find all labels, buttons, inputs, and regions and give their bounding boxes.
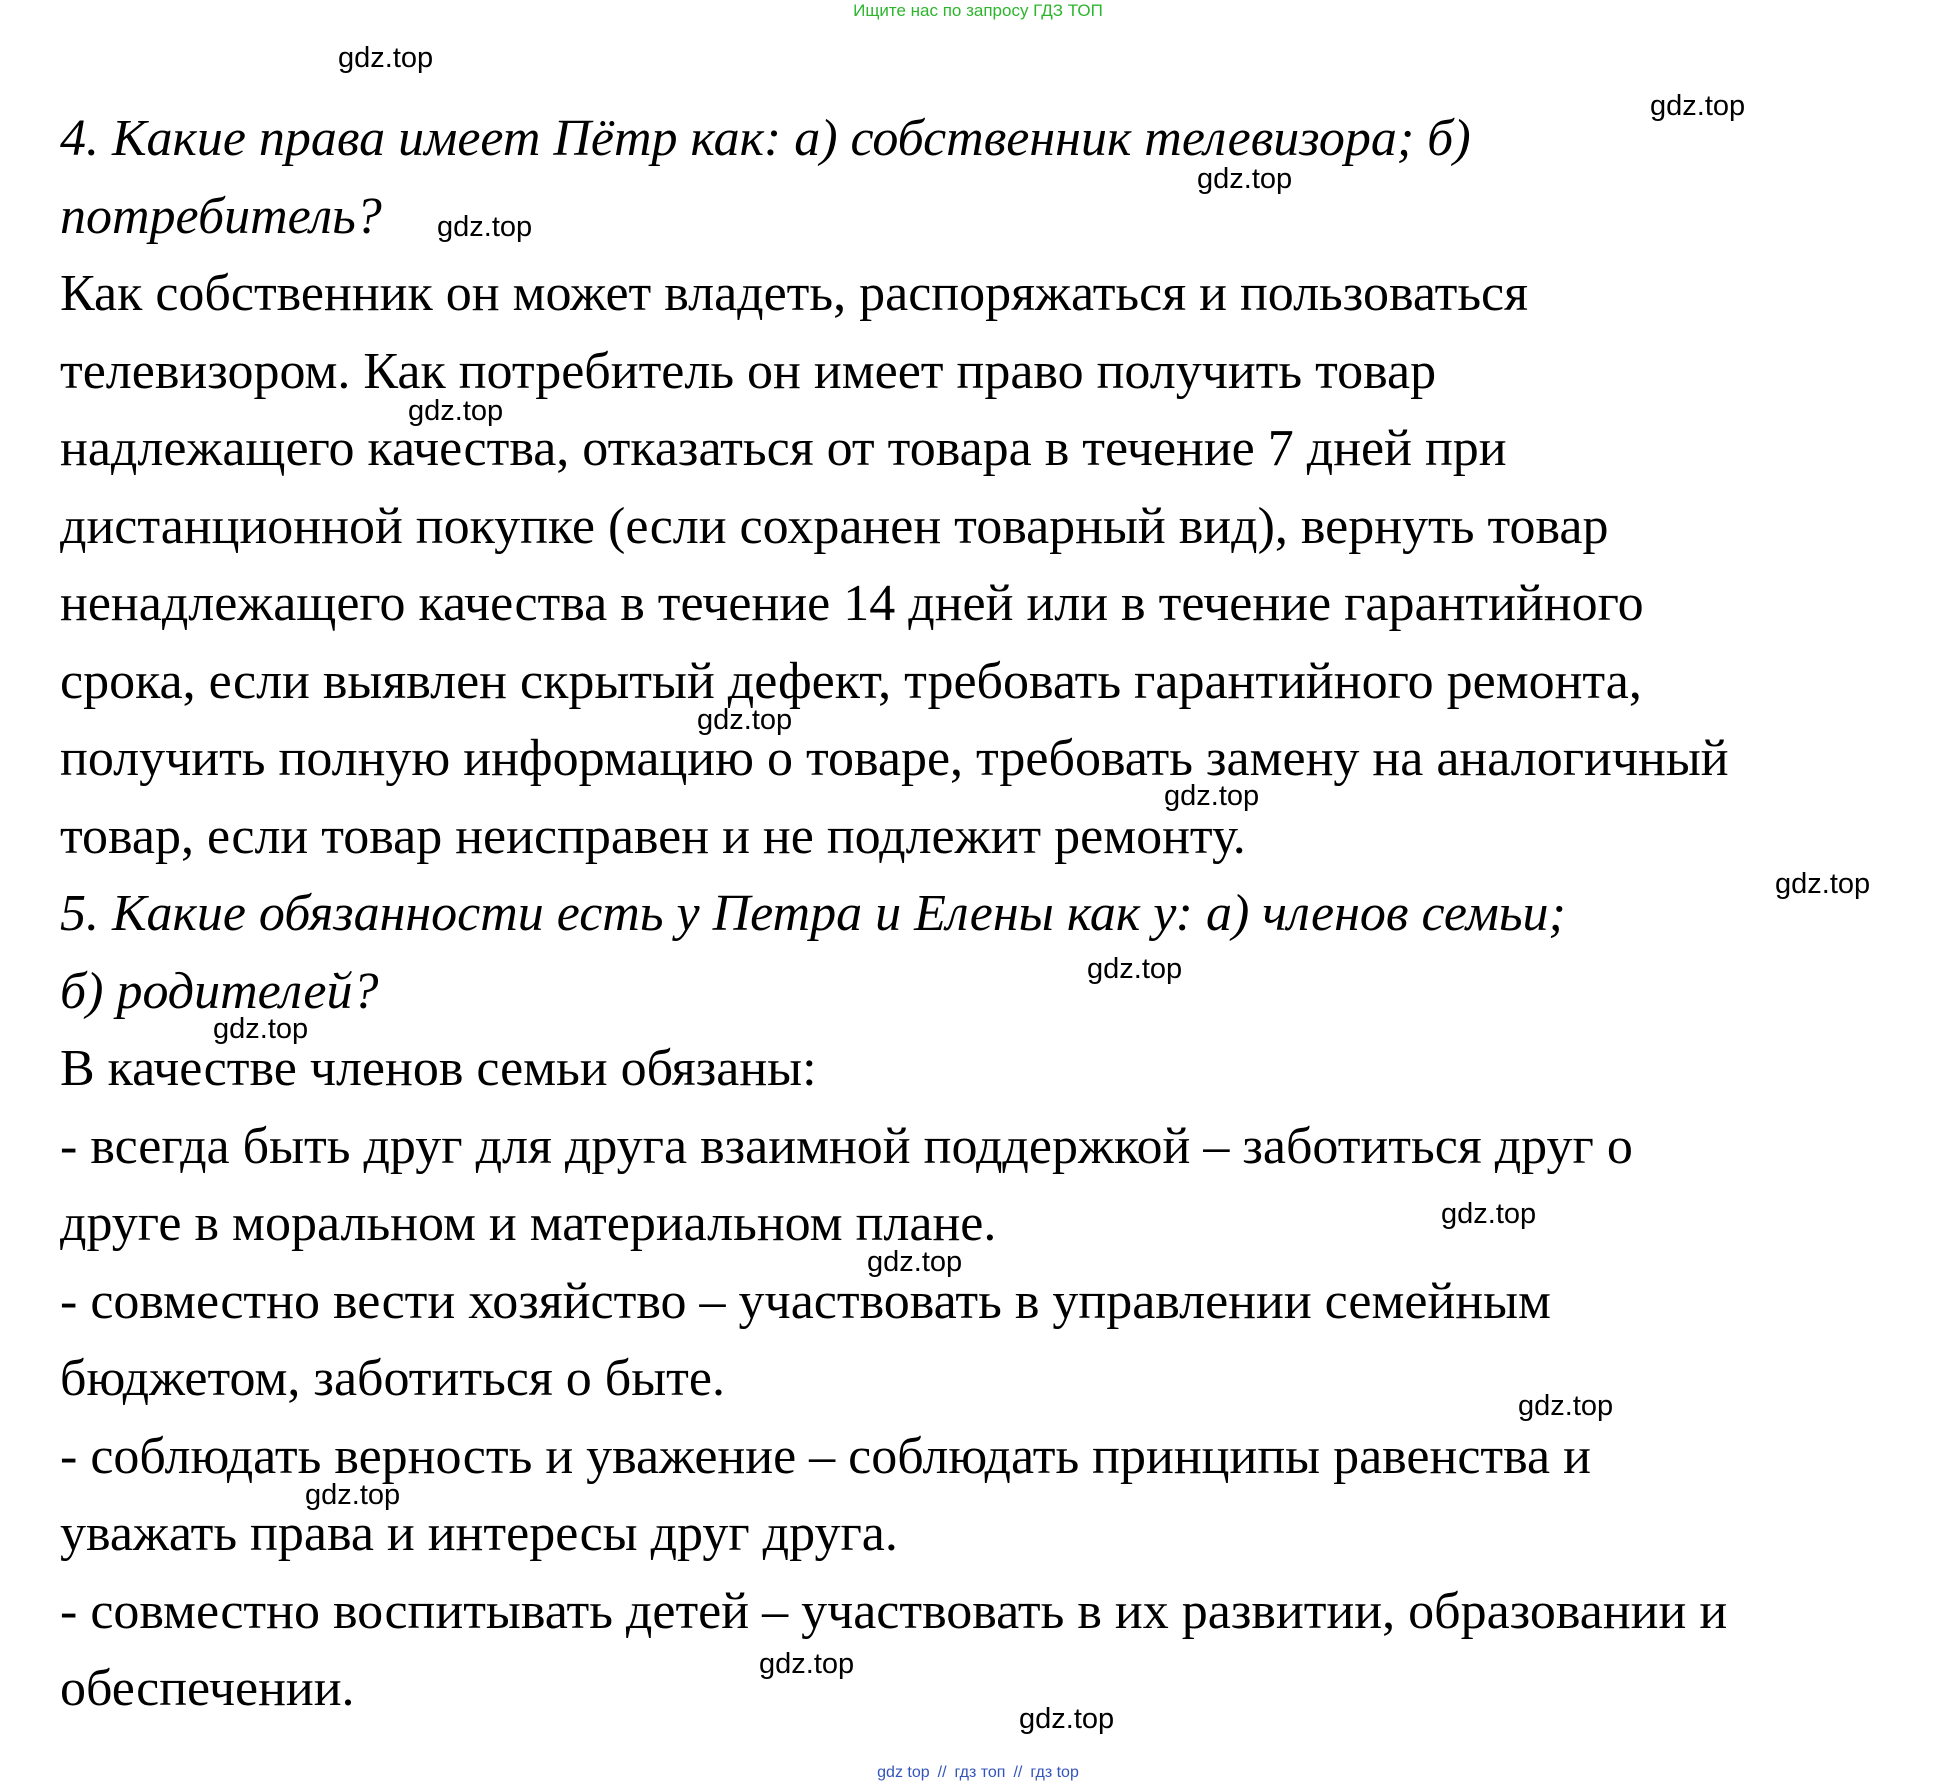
footer-link-3[interactable]: гдз top <box>1030 1764 1079 1781</box>
question-4-line-2: потребитель? <box>60 187 382 245</box>
answer-4-line-7: получить полную информацию о товаре, требовать замену на аналогичный <box>60 730 1729 787</box>
answer-4-line-4: дистанционной покупке (если сохранен товарный вид), вернуть товар <box>60 497 1609 555</box>
watermark: gdz.top <box>867 1246 963 1278</box>
answer-5-line-4: - совместно вести хозяйство – участвовать в управлении семейным <box>60 1272 1551 1330</box>
watermark: gdz.top <box>697 704 793 736</box>
answer-5-line-6: - соблюдать верность и уважение – соблюдать принципы равенства и <box>60 1427 1591 1485</box>
answer-5 <box>60 1030 1950 1728</box>
watermark: gdz.top <box>338 42 434 74</box>
question-4 <box>60 100 1950 255</box>
question-5-line-2: б) родителей? <box>60 962 379 1020</box>
watermark: gdz.top <box>437 211 533 243</box>
answer-5-line-1: В качестве членов семьи обязаны: <box>60 1040 817 1097</box>
footer-separator: // <box>937 1764 947 1781</box>
answer-4-line-5: ненадлежащего качества в течение 14 дней или в течение гарантийного <box>60 575 1644 632</box>
watermark: gdz.top <box>1650 90 1746 122</box>
watermark: gdz.top <box>1518 1390 1614 1422</box>
answer-4-line-8: товар, если товар неисправен и не подлежит ремонту. <box>60 807 1246 865</box>
answer-5-line-2: - всегда быть друг для друга взаимной поддержкой – заботиться друг о <box>60 1117 1633 1175</box>
footer-separator: // <box>1013 1764 1023 1781</box>
watermark: gdz.top <box>1087 953 1183 985</box>
watermark: gdz.top <box>1164 780 1260 812</box>
watermark: gdz.top <box>759 1648 855 1680</box>
answer-4-line-6: срока, если выявлен скрытый дефект, требовать гарантийного ремонта, <box>60 652 1642 710</box>
answer-4-line-2: телевизором. Как потребитель он имеет право получить товар <box>60 342 1437 400</box>
watermark: gdz.top <box>1197 163 1293 195</box>
watermark: gdz.top <box>213 1013 309 1045</box>
footer-link-2[interactable]: гдз топ <box>954 1764 1006 1781</box>
watermark: gdz.top <box>1019 1703 1115 1735</box>
footer-link-1[interactable]: gdz top <box>877 1764 930 1781</box>
answer-5-line-3: друге в моральном и материальном плане. <box>60 1195 997 1252</box>
answer-4-line-3: надлежащего качества, отказаться от товара в течение 7 дней при <box>60 420 1507 477</box>
top-banner[interactable]: Ищите нас по запросу ГДЗ ТОП <box>853 1 1103 20</box>
answer-4-line-1: Как собственник он может владеть, распоряжаться и пользоваться <box>60 265 1529 322</box>
question-4-line-1: 4. Какие права имеет Пётр как: а) собственник телевизора; б) <box>60 110 1471 167</box>
watermark: gdz.top <box>1441 1198 1537 1230</box>
footer-links <box>0 1764 1956 1782</box>
watermark: gdz.top <box>408 395 504 427</box>
answer-5-line-9: обеспечении. <box>60 1660 355 1717</box>
answer-4 <box>60 255 1950 875</box>
answer-5-line-7: уважать права и интересы друг друга. <box>60 1505 898 1562</box>
watermark: gdz.top <box>305 1479 401 1511</box>
answer-5-line-8: - совместно воспитывать детей – участвовать в их развитии, образовании и <box>60 1582 1728 1640</box>
answer-5-line-5: бюджетом, заботиться о быте. <box>60 1350 725 1407</box>
watermark: gdz.top <box>1775 868 1871 900</box>
question-5 <box>60 875 1950 1030</box>
question-5-line-1: 5. Какие обязанности есть у Петра и Елены как у: а) членов семьи; <box>60 885 1566 942</box>
